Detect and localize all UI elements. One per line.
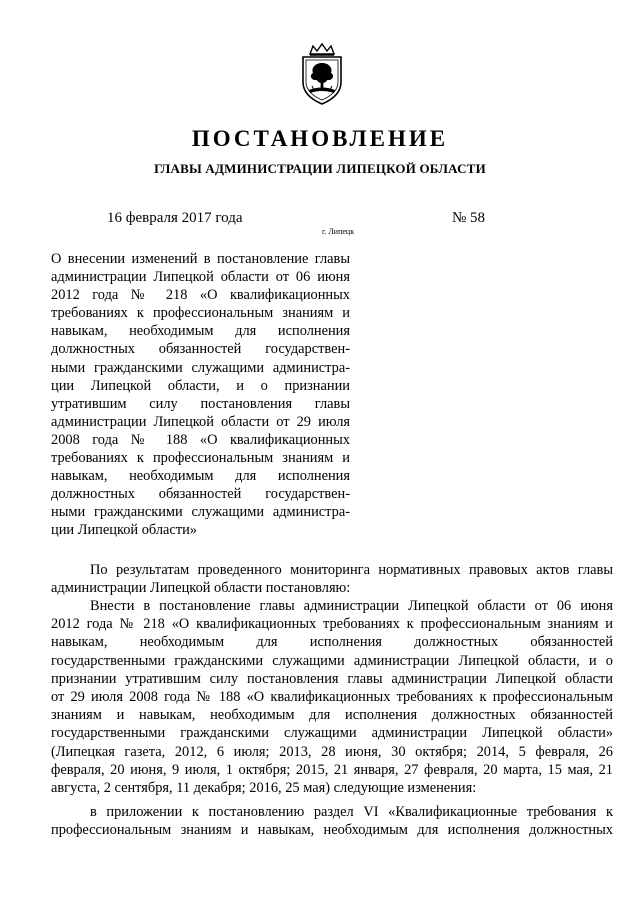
heading-line: навыкам, необходимым для исполнения	[51, 323, 350, 340]
heading-line: ции Липецкой области»	[51, 522, 198, 539]
heading-line: ными гражданскими служащими администра-	[51, 504, 350, 521]
paragraph-line: 2012 года № 218 «О квалификационных требованиях к профессиональным знаниям и	[51, 616, 613, 633]
document-city: г. Липецк	[322, 227, 355, 236]
heading-line: администрации Липецкой области от 29 июля	[51, 413, 350, 430]
heading-line: требованиях к профессиональным знаниям и	[51, 305, 350, 322]
document-number: № 58	[452, 210, 486, 226]
heading-line: О внесении изменений в постановление главы	[51, 251, 350, 267]
paragraph-line: администрации Липецкой области постановляю:	[51, 580, 351, 597]
coat-of-arms-emblem	[296, 42, 348, 106]
heading-line: администрации Липецкой области от 06 июня	[51, 269, 350, 286]
paragraph-line: признании утратившим силу постановления главы администрации Липецкой области	[51, 670, 613, 687]
heading-line: 2008 года № 188 «О квалификационных	[51, 431, 350, 448]
paragraph-amendments	[51, 597, 613, 797]
paragraph-line: По результатам проведенного мониторинга нормативных правовых актов главы	[90, 562, 613, 578]
heading-line: должностных обязанностей государствен-	[51, 341, 350, 358]
paragraph-line: августа, 2 сентября, 11 декабря; 2016, 25 мая) следующие изменения:	[51, 780, 477, 797]
paragraph-line: февраля, 20 июня, 9 июля, 1 октября; 2015, 21 января, 27 февраля, 20 марта, 15 мая, 21	[51, 761, 613, 778]
paragraph-appendix	[51, 803, 613, 839]
paragraph-line: навыкам, необходимым для исполнения должностных обязанностей	[51, 634, 613, 651]
document-date: 16 февраля 2017 года	[107, 210, 243, 226]
heading-line: 2012 года № 218 «О квалификационных	[51, 287, 350, 304]
document-title: ПОСТАНОВЛЕНИЕ	[191, 126, 449, 151]
paragraph-line: государственными гражданскими служащими администрации Липецкой области, и о	[51, 652, 613, 669]
heading-line: ными гражданскими служащими администра-	[51, 359, 350, 376]
document-subtitle: ГЛАВЫ АДМИНИСТРАЦИИ ЛИПЕЦКОЙ ОБЛАСТИ	[154, 161, 486, 176]
paragraph-monitoring	[51, 561, 613, 597]
paragraph-line: государственными гражданскими служащими администрации Липецкой области»	[51, 725, 613, 742]
document-heading	[51, 250, 350, 540]
paragraph-line: знаниям и навыкам, необходимым для исполнения должностных обязанностей	[51, 707, 613, 724]
heading-line: требованиях к профессиональным знаниям и	[51, 450, 350, 467]
paragraph-line: профессиональным знаниям и навыкам, необходимым для исполнения должностных	[51, 822, 613, 839]
paragraph-line: от 29 июля 2008 года № 188 «О квалификационных требованиях к профессиональным	[51, 689, 613, 706]
paragraph-line: Внести в постановление главы администрации Липецкой области от 06 июня	[90, 598, 613, 614]
heading-line: ции Липецкой области, и о признании	[51, 377, 350, 394]
heading-line: утратившим силу постановления главы	[51, 395, 350, 412]
paragraph-line: в приложении к постановлению раздел VI «Квалификационные требования к	[90, 804, 613, 820]
heading-line: навыкам, необходимым для исполнения	[51, 468, 350, 485]
paragraph-line: (Липецкая газета, 2012, 6 июля; 2013, 28 июня, 30 октября; 2014, 5 февраля, 26	[51, 743, 613, 760]
heading-line: должностных обязанностей государствен-	[51, 486, 350, 503]
